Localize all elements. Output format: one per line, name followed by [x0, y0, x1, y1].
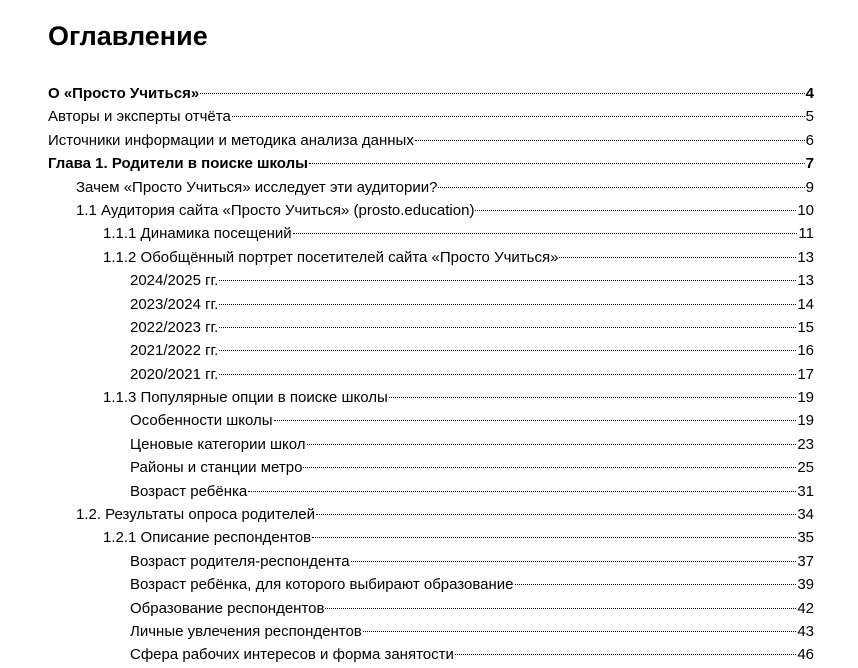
toc-entry[interactable]	[0, 176, 858, 199]
toc-entry[interactable]	[0, 573, 858, 596]
toc-dot-leader	[455, 654, 796, 655]
toc-page-number: 46	[797, 646, 814, 664]
toc-entry-label: 2024/2025 гг.	[130, 272, 219, 290]
toc-page-number: 10	[797, 201, 814, 219]
toc-page-number: 13	[797, 272, 814, 290]
toc-entry[interactable]	[0, 480, 858, 503]
toc-entry[interactable]	[0, 269, 858, 292]
toc-page-number: 9	[805, 178, 814, 196]
toc-page-number: 4	[805, 85, 814, 102]
toc-dot-leader	[316, 514, 796, 515]
toc-entry-label: Авторы и эксперты отчёта	[48, 108, 231, 126]
toc-entry-label: 2023/2024 гг.	[130, 295, 219, 313]
toc-entry-label: Источники информации и методика анализа данных	[48, 131, 414, 149]
toc-dot-leader	[232, 116, 805, 117]
toc-page-number: 7	[805, 155, 814, 173]
toc-page-number: 17	[797, 365, 814, 383]
toc-page-number: 31	[797, 482, 814, 500]
toc-page-number: 39	[797, 576, 814, 594]
toc-dot-leader	[219, 327, 796, 328]
toc-entry[interactable]	[0, 433, 858, 456]
toc-page-number: 37	[797, 552, 814, 570]
toc-entry[interactable]	[0, 597, 858, 620]
toc-entry[interactable]	[0, 339, 858, 362]
toc-entry-label: Сфера рабочих интересов и форма занятости	[130, 646, 454, 664]
toc-entry-label: Возраст ребёнка, для которого выбирают образование	[130, 576, 514, 594]
toc-entry[interactable]	[0, 526, 858, 549]
toc-page-number: 13	[797, 248, 814, 266]
toc-entry-label: Зачем «Просто Учиться» исследует эти аудитории?	[76, 178, 438, 196]
toc-entry-label: Возраст родителя-респондента	[130, 552, 350, 570]
toc-entry-label: Личные увлечения респондентов	[130, 622, 362, 640]
toc-page-number: 43	[797, 622, 814, 640]
toc-dot-leader	[415, 140, 805, 141]
toc-entry-label: Особенности школы	[130, 412, 273, 430]
toc-entry[interactable]	[0, 643, 858, 666]
toc-dot-leader	[200, 93, 804, 94]
toc-dot-leader	[219, 350, 796, 351]
toc-dot-leader	[325, 608, 796, 609]
page-title: Оглавление	[48, 21, 208, 51]
toc-page-number: 6	[805, 131, 814, 149]
toc-dot-leader	[293, 233, 798, 234]
toc-dot-leader	[307, 444, 797, 445]
toc-page-number: 19	[797, 412, 814, 430]
toc-entry[interactable]	[0, 246, 858, 269]
toc-entry[interactable]	[0, 456, 858, 479]
toc-page-number: 19	[797, 389, 814, 407]
toc-entry[interactable]	[0, 316, 858, 339]
toc-entry[interactable]	[0, 550, 858, 573]
toc-entry[interactable]	[0, 129, 858, 152]
table-of-contents	[0, 82, 858, 667]
toc-entry-label: Глава 1. Родители в поиске школы	[48, 155, 308, 173]
toc-page-number: 35	[797, 529, 814, 547]
toc-dot-leader	[248, 491, 796, 492]
toc-dot-leader	[559, 257, 796, 258]
toc-entry[interactable]	[0, 503, 858, 526]
toc-entry[interactable]	[0, 293, 858, 316]
toc-entry-label: 1.1.1 Динамика посещений	[103, 225, 292, 243]
toc-entry[interactable]	[0, 82, 858, 105]
toc-entry[interactable]	[0, 363, 858, 386]
toc-entry-label: 1.1 Аудитория сайта «Просто Учиться» (prosto.education)	[76, 201, 475, 219]
toc-entry-label: 2020/2021 гг.	[130, 365, 219, 383]
toc-dot-leader	[274, 420, 797, 421]
toc-dot-leader	[475, 210, 796, 211]
toc-entry-label: О «Просто Учиться»	[48, 85, 200, 102]
toc-dot-leader	[351, 561, 797, 562]
toc-dot-leader	[312, 537, 796, 538]
toc-entry-label: Районы и станции метро	[130, 459, 303, 477]
toc-entry-label: Возраст ребёнка	[130, 482, 248, 500]
toc-page-number: 14	[797, 295, 814, 313]
toc-page-number: 25	[797, 459, 814, 477]
toc-entry-label: 2022/2023 гг.	[130, 318, 219, 336]
toc-entry[interactable]	[0, 386, 858, 409]
toc-page-number: 23	[797, 435, 814, 453]
toc-dot-leader	[309, 163, 805, 164]
toc-dot-leader	[363, 631, 797, 632]
toc-entry[interactable]	[0, 105, 858, 128]
toc-entry-label: 1.1.2 Обобщённый портрет посетителей сайта «Просто Учиться»	[103, 248, 559, 266]
toc-page-number: 42	[797, 599, 814, 617]
toc-entry[interactable]	[0, 152, 858, 175]
toc-entry[interactable]	[0, 199, 858, 222]
toc-page-number: 5	[805, 108, 814, 126]
toc-entry-label: Образование респондентов	[130, 599, 325, 617]
toc-dot-leader	[438, 187, 804, 188]
toc-dot-leader	[219, 374, 796, 375]
toc-page-number: 16	[797, 342, 814, 360]
toc-entry[interactable]	[0, 620, 858, 643]
toc-page-number: 11	[798, 225, 814, 243]
toc-dot-leader	[219, 280, 796, 281]
toc-page-number: 15	[797, 318, 814, 336]
toc-dot-leader	[303, 467, 796, 468]
toc-dot-leader	[219, 304, 796, 305]
toc-dot-leader	[515, 584, 797, 585]
toc-entry-label: 2021/2022 гг.	[130, 342, 219, 360]
toc-dot-leader	[389, 397, 797, 398]
toc-entry-label: 1.1.3 Популярные опции в поиске школы	[103, 389, 388, 407]
toc-entry[interactable]	[0, 409, 858, 432]
toc-page-number: 34	[797, 506, 814, 524]
toc-entry-label: Ценовые категории школ	[130, 435, 306, 453]
toc-entry[interactable]	[0, 222, 858, 245]
toc-entry-label: 1.2. Результаты опроса родителей	[76, 506, 316, 524]
toc-entry-label: 1.2.1 Описание респондентов	[103, 529, 312, 547]
